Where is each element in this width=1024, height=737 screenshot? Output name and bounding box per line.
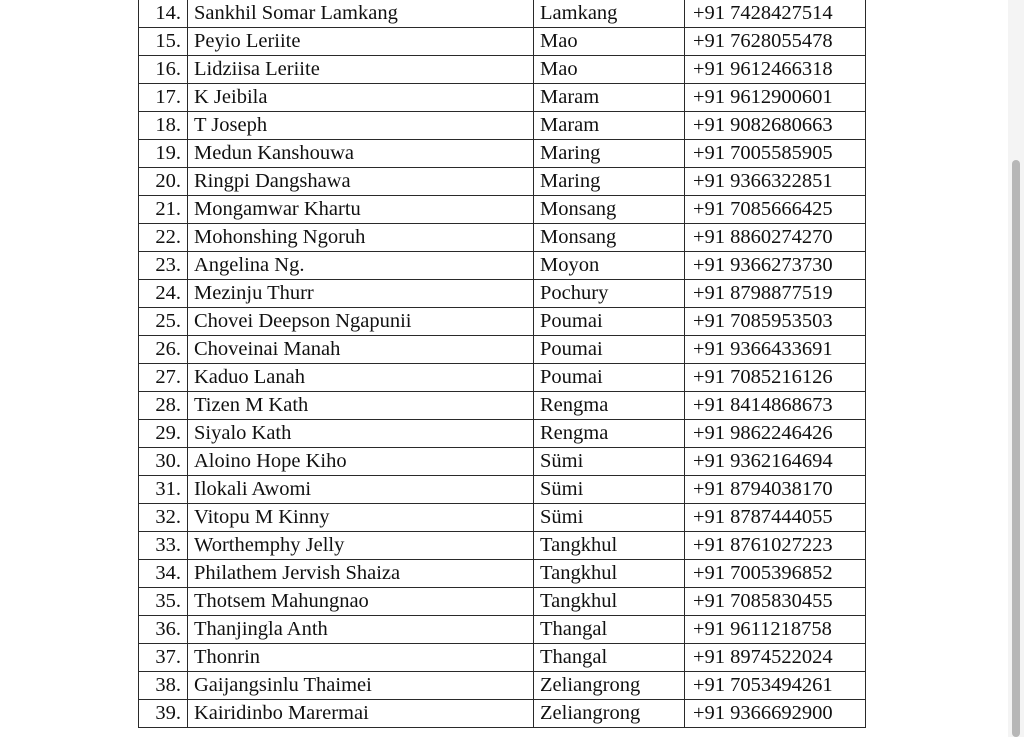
row-number: 30. — [139, 448, 188, 476]
person-name: T Joseph — [188, 112, 534, 140]
table-row — [139, 392, 866, 420]
phone-number: +91 9362164694 — [685, 448, 866, 476]
person-name: Peyio Leriite — [188, 28, 534, 56]
table-row — [139, 616, 866, 644]
tribe-name: Tangkhul — [534, 560, 685, 588]
person-name: Angelina Ng. — [188, 252, 534, 280]
phone-number: +91 9082680663 — [685, 112, 866, 140]
tribe-name: Zeliangrong — [534, 700, 685, 728]
person-name: Thonrin — [188, 644, 534, 672]
person-name: Chovei Deepson Ngapunii — [188, 308, 534, 336]
row-number: 23. — [139, 252, 188, 280]
phone-number: +91 9366322851 — [685, 168, 866, 196]
table-row — [139, 588, 866, 616]
phone-number: +91 7085953503 — [685, 308, 866, 336]
person-name: Tizen M Kath — [188, 392, 534, 420]
row-number: 35. — [139, 588, 188, 616]
person-name: Gaijangsinlu Thaimei — [188, 672, 534, 700]
person-name: Sankhil Somar Lamkang — [188, 0, 534, 28]
contact-table — [138, 0, 866, 728]
table-row — [139, 476, 866, 504]
phone-number: +91 8860274270 — [685, 224, 866, 252]
person-name: Aloino Hope Kiho — [188, 448, 534, 476]
table-row — [139, 308, 866, 336]
tribe-name: Zeliangrong — [534, 672, 685, 700]
tribe-name: Sümi — [534, 448, 685, 476]
row-number: 18. — [139, 112, 188, 140]
person-name: Kaduo Lanah — [188, 364, 534, 392]
tribe-name: Poumai — [534, 308, 685, 336]
person-name: Thanjingla Anth — [188, 616, 534, 644]
tribe-name: Sümi — [534, 476, 685, 504]
row-number: 14. — [139, 0, 188, 28]
phone-number: +91 7005585905 — [685, 140, 866, 168]
phone-number: +91 7005396852 — [685, 560, 866, 588]
table-row — [139, 420, 866, 448]
table-row — [139, 532, 866, 560]
phone-number: +91 8794038170 — [685, 476, 866, 504]
person-name: Ringpi Dangshawa — [188, 168, 534, 196]
person-name: Vitopu M Kinny — [188, 504, 534, 532]
phone-number: +91 9612900601 — [685, 84, 866, 112]
row-number: 29. — [139, 420, 188, 448]
phone-number: +91 8974522024 — [685, 644, 866, 672]
phone-number: +91 9366692900 — [685, 700, 866, 728]
tribe-name: Maring — [534, 168, 685, 196]
person-name: Worthemphy Jelly — [188, 532, 534, 560]
tribe-name: Mao — [534, 56, 685, 84]
tribe-name: Maring — [534, 140, 685, 168]
row-number: 26. — [139, 336, 188, 364]
phone-number: +91 8798877519 — [685, 280, 866, 308]
person-name: Mezinju Thurr — [188, 280, 534, 308]
row-number: 22. — [139, 224, 188, 252]
row-number: 19. — [139, 140, 188, 168]
table-row — [139, 280, 866, 308]
row-number: 32. — [139, 504, 188, 532]
tribe-name: Rengma — [534, 420, 685, 448]
row-number: 38. — [139, 672, 188, 700]
tribe-name: Mao — [534, 28, 685, 56]
tribe-name: Maram — [534, 84, 685, 112]
tribe-name: Monsang — [534, 196, 685, 224]
phone-number: +91 7085666425 — [685, 196, 866, 224]
phone-number: +91 7085216126 — [685, 364, 866, 392]
row-number: 17. — [139, 84, 188, 112]
tribe-name: Pochury — [534, 280, 685, 308]
tribe-name: Monsang — [534, 224, 685, 252]
phone-number: +91 9612466318 — [685, 56, 866, 84]
table-row — [139, 224, 866, 252]
row-number: 27. — [139, 364, 188, 392]
phone-number: +91 9366433691 — [685, 336, 866, 364]
table-row — [139, 364, 866, 392]
tribe-name: Thangal — [534, 616, 685, 644]
table-row — [139, 560, 866, 588]
tribe-name: Tangkhul — [534, 532, 685, 560]
tribe-name: Lamkang — [534, 0, 685, 28]
phone-number: +91 7628055478 — [685, 28, 866, 56]
phone-number: +91 9862246426 — [685, 420, 866, 448]
person-name: Philathem Jervish Shaiza — [188, 560, 534, 588]
tribe-name: Poumai — [534, 336, 685, 364]
table-row — [139, 28, 866, 56]
person-name: Siyalo Kath — [188, 420, 534, 448]
person-name: Ilokali Awomi — [188, 476, 534, 504]
person-name: Medun Kanshouwa — [188, 140, 534, 168]
tribe-name: Maram — [534, 112, 685, 140]
row-number: 28. — [139, 392, 188, 420]
phone-number: +91 9611218758 — [685, 616, 866, 644]
table-row — [139, 252, 866, 280]
person-name: Mohonshing Ngoruh — [188, 224, 534, 252]
phone-number: +91 7428427514 — [685, 0, 866, 28]
table-row — [139, 140, 866, 168]
table-row — [139, 56, 866, 84]
row-number: 34. — [139, 560, 188, 588]
row-number: 20. — [139, 168, 188, 196]
tribe-name: Thangal — [534, 644, 685, 672]
row-number: 37. — [139, 644, 188, 672]
table-row — [139, 112, 866, 140]
row-number: 15. — [139, 28, 188, 56]
row-number: 25. — [139, 308, 188, 336]
phone-number: +91 8414868673 — [685, 392, 866, 420]
tribe-name: Poumai — [534, 364, 685, 392]
person-name: Choveinai Manah — [188, 336, 534, 364]
tribe-name: Tangkhul — [534, 588, 685, 616]
table-row — [139, 196, 866, 224]
person-name: Kairidinbo Marermai — [188, 700, 534, 728]
row-number: 24. — [139, 280, 188, 308]
person-name: K Jeibila — [188, 84, 534, 112]
table-row — [139, 336, 866, 364]
phone-number: +91 8787444055 — [685, 504, 866, 532]
phone-number: +91 7053494261 — [685, 672, 866, 700]
table-row — [139, 168, 866, 196]
vertical-scrollbar[interactable] — [1008, 0, 1024, 737]
table-row — [139, 504, 866, 532]
table-row — [139, 448, 866, 476]
tribe-name: Rengma — [534, 392, 685, 420]
person-name: Mongamwar Khartu — [188, 196, 534, 224]
phone-number: +91 7085830455 — [685, 588, 866, 616]
table-row — [139, 84, 866, 112]
row-number: 39. — [139, 700, 188, 728]
row-number: 36. — [139, 616, 188, 644]
person-name: Thotsem Mahungnao — [188, 588, 534, 616]
row-number: 16. — [139, 56, 188, 84]
table-row — [139, 672, 866, 700]
row-number: 33. — [139, 532, 188, 560]
table-row — [139, 644, 866, 672]
contact-table-body — [139, 0, 866, 728]
person-name: Lidziisa Leriite — [188, 56, 534, 84]
row-number: 21. — [139, 196, 188, 224]
row-number: 31. — [139, 476, 188, 504]
table-row — [139, 700, 866, 728]
tribe-name: Sümi — [534, 504, 685, 532]
phone-number: +91 9366273730 — [685, 252, 866, 280]
tribe-name: Moyon — [534, 252, 685, 280]
scrollbar-thumb[interactable] — [1012, 160, 1020, 737]
phone-number: +91 8761027223 — [685, 532, 866, 560]
table-row — [139, 0, 866, 28]
